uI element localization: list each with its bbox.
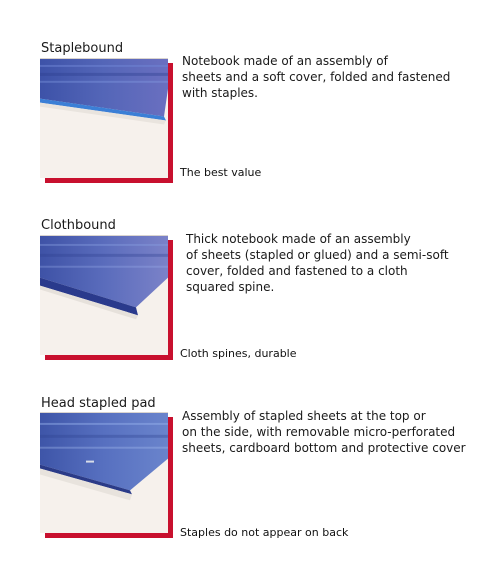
product-photo-frame <box>40 235 168 355</box>
staplebound-notebook-image <box>40 58 168 178</box>
section-title: Clothbound <box>41 218 116 233</box>
section-description: Notebook made of an assembly of sheets and a soft cover, folded and fastened with staples. <box>182 54 451 100</box>
section-description: Thick notebook made of an assembly of sheets (stapled or glued) and a semi-soft cover, folded and fastened to a cloth squared spine. <box>186 232 449 294</box>
product-photo-frame <box>40 58 168 178</box>
section-title: Staplebound <box>41 41 124 56</box>
section-caption: Cloth spines, durable <box>180 347 297 360</box>
section-title: Head stapled pad <box>41 396 156 411</box>
product-photo-frame <box>40 412 168 533</box>
head-stapled-pad-image <box>40 412 168 533</box>
section-caption: The best value <box>180 166 262 179</box>
clothbound-notebook-image <box>40 235 168 355</box>
section-description: Assembly of stapled sheets at the top or on the side, with removable micro-perforated sheets, cardboard bottom and protective cover <box>182 409 466 455</box>
section-caption: Staples do not appear on back <box>180 526 349 539</box>
